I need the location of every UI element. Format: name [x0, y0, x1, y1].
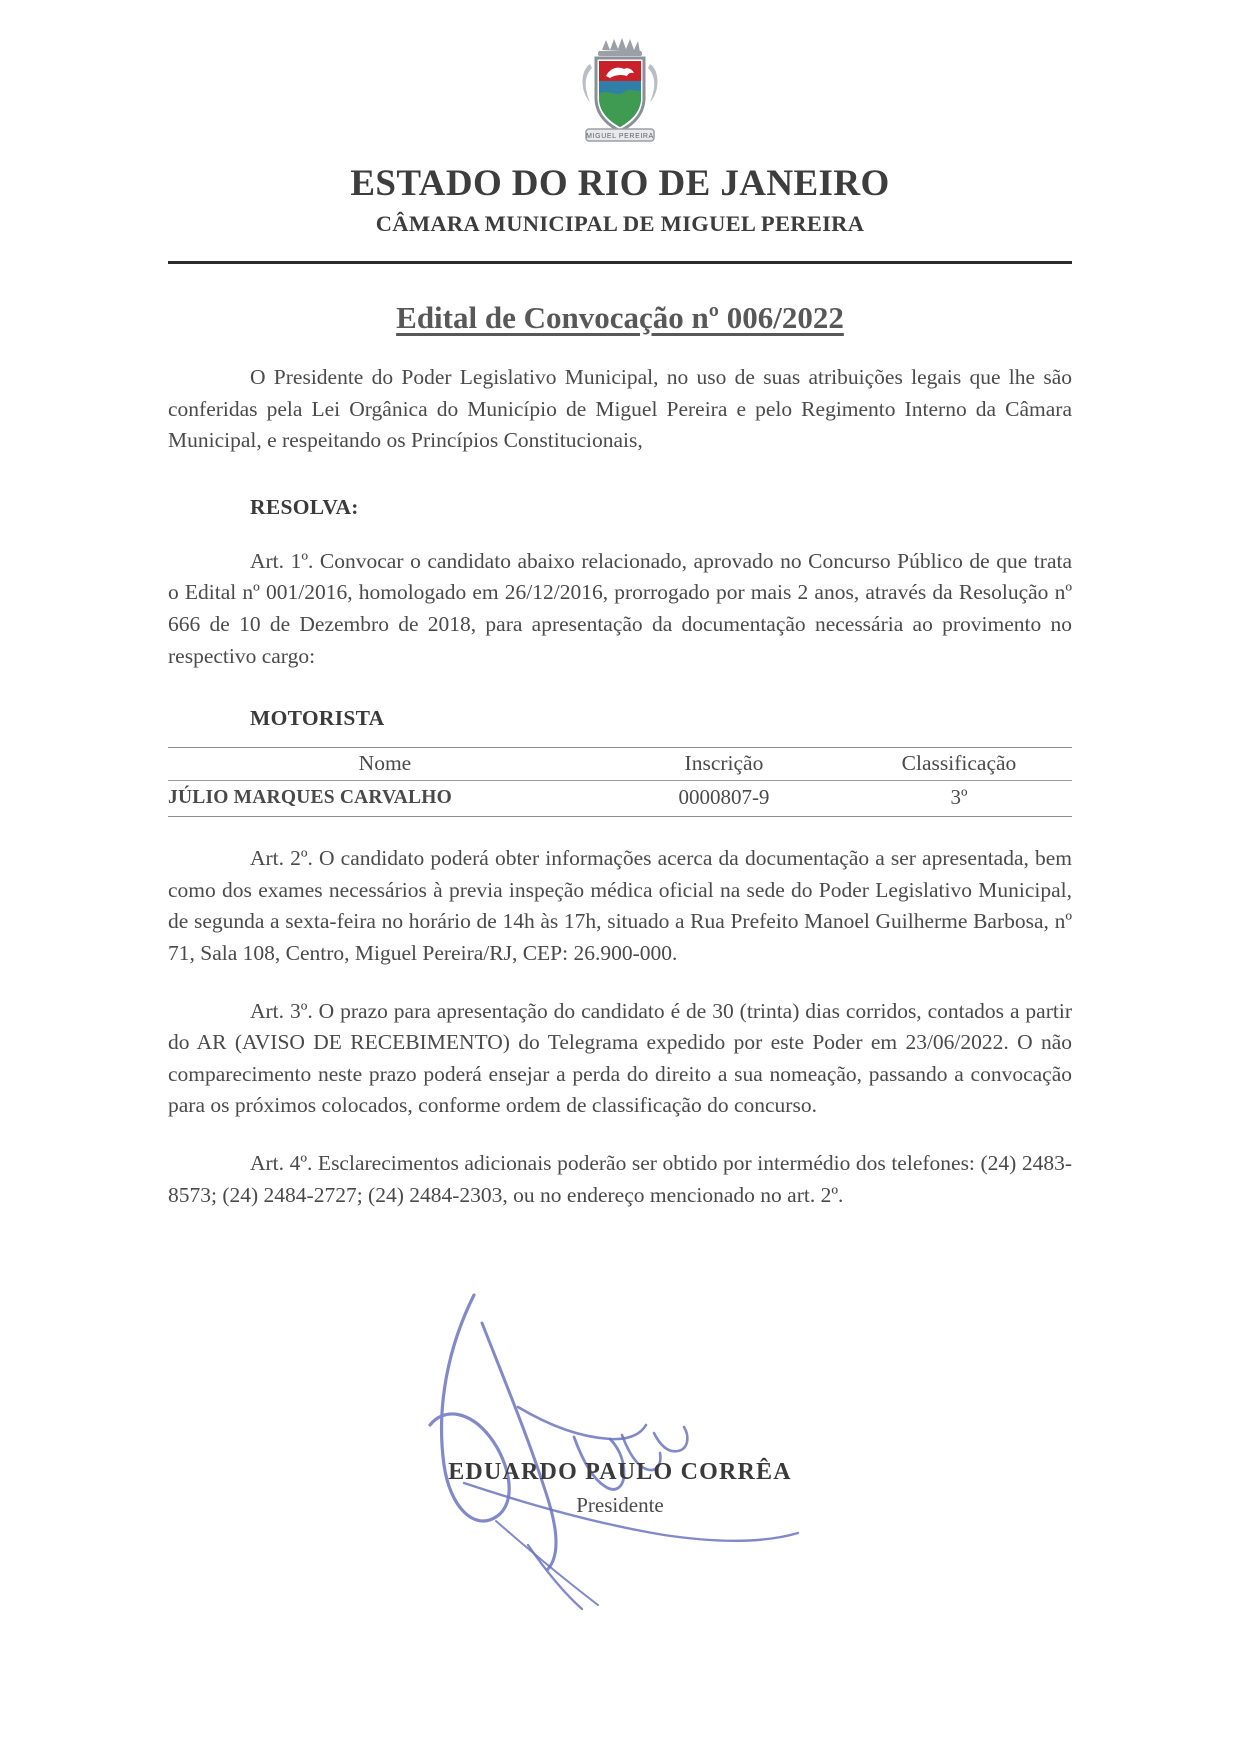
signer-role: Presidente: [576, 1493, 664, 1518]
column-header-inscricao: Inscrição: [602, 748, 846, 781]
coat-of-arms-icon: [572, 36, 668, 144]
table-row: [168, 781, 1072, 817]
article-2-paragraph: Art. 2º. O candidato poderá obter informações acerca da documentação a ser apresentada, bem como dos exames necessários à previa inspeção médica oficial na sede do Poder Legislativo Municipal, de segunda a sexta-feira no horário de 14h às 17h, situado a Rua Prefeito Manoel Guilherme Barbosa, nº 71, Sala 108, Centro, Miguel Pereira/RJ, CEP: 26.900-000.: [168, 846, 1072, 965]
preamble-paragraph: O Presidente do Poder Legislativo Municipal, no uso de suas atribuições legais que lhe são conferidas pela Lei Orgânica do Município de Miguel Pereira e pelo Regimento Interno da Câmara Municipal, e respeitando os Princípios Constitucionais,: [168, 365, 1072, 453]
column-header-classificacao: Classificação: [846, 748, 1072, 781]
header-divider: [168, 261, 1072, 264]
cell-inscricao: 0000807-9: [602, 781, 846, 817]
role-label: MOTORISTA: [250, 706, 385, 731]
resolve-label: RESOLVA:: [250, 494, 359, 519]
header-entity-line: CÂMARA MUNICIPAL DE MIGUEL PEREIRA: [375, 211, 865, 236]
document-header: [168, 162, 1072, 237]
column-header-nome: Nome: [168, 748, 602, 781]
cell-classificacao: 3º: [846, 781, 1072, 817]
page-title: Edital de Convocação nº 006/2022: [396, 300, 844, 335]
cell-nome: JÚLIO MARQUES CARVALHO: [168, 781, 602, 817]
header-state-line: ESTADO DO RIO DE JANEIRO: [350, 163, 890, 204]
candidates-table: [168, 747, 1072, 817]
crest-container: [168, 0, 1072, 144]
svg-text:MIGUEL PEREIRA: MIGUEL PEREIRA: [586, 133, 654, 140]
article-4-paragraph: Art. 4º. Esclarecimentos adicionais poderão ser obtido por intermédio dos telefones: (24) 2483-8573; (24) 2484-2727; (24) 2484-2303, ou no endereço mencionado no art. 2º.: [168, 1150, 1072, 1207]
signature-block: [168, 1297, 1072, 1597]
article-1-paragraph: Art. 1º. Convocar o candidato abaixo relacionado, aprovado no Concurso Público de que trata o Edital nº 001/2016, homologado em 26/12/2016, prorrogado por mais 2 anos, através da Resolução nº 666 de 10 de Dezembro de 2018, para apresentação da documentação necessária ao provimento no respectivo cargo:: [168, 548, 1072, 668]
article-3-paragraph: Art. 3º. O prazo para apresentação do candidato é de 30 (trinta) dias corridos, contados a partir do AR (AVISO DE RECEBIMENTO) do Telegrama expedido por este Poder em 23/06/2022. O não comparecimento neste prazo poderá ensejar a perda do direito a sua nomeação, passando a convocação para os próximos colocados, conforme ordem de classificação do concurso.: [168, 998, 1072, 1118]
candidates-table-container: [168, 747, 1072, 817]
table-header-row: [168, 748, 1072, 781]
handwritten-signature-icon: [378, 1287, 858, 1617]
signer-name: EDUARDO PAULO CORRÊA: [448, 1459, 792, 1486]
